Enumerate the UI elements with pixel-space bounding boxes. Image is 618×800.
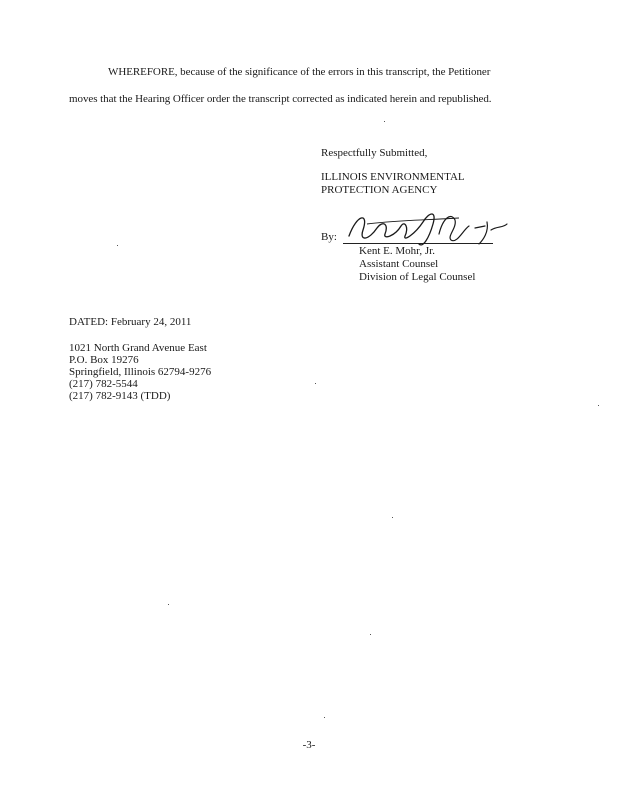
scan-speck	[324, 717, 325, 718]
address-line-1: 1021 North Grand Avenue East	[69, 342, 207, 354]
scan-speck	[384, 121, 385, 122]
handwritten-signature	[339, 206, 514, 250]
scan-speck	[370, 634, 371, 635]
closing-line: Respectfully Submitted,	[321, 147, 428, 159]
address-line-3: Springfield, Illinois 62794-9276	[69, 366, 212, 378]
scan-speck	[598, 405, 599, 406]
phone-line-2: (217) 782-9143 (TDD)	[69, 390, 171, 402]
body-paragraph-1: WHEREFORE, because of the significance of the errors in this transcript, the Petitioner	[108, 66, 491, 78]
scan-speck	[392, 517, 393, 518]
by-label: By:	[321, 231, 337, 243]
phone-line-1: (217) 782-5544	[69, 378, 138, 390]
body-paragraph-2: moves that the Hearing Officer order the transcript corrected as indicated herein and republished.	[69, 93, 492, 105]
address-line-2: P.O. Box 19276	[69, 354, 139, 366]
signer-title: Assistant Counsel	[359, 258, 439, 270]
signer-block	[359, 245, 475, 284]
scan-speck	[315, 383, 316, 384]
scan-speck	[117, 245, 118, 246]
signer-name: Kent E. Mohr, Jr.	[359, 245, 435, 257]
agency-name	[321, 171, 465, 197]
page-number: -3-	[302, 739, 316, 751]
agency-line-1: ILLINOIS ENVIRONMENTAL	[321, 171, 465, 183]
dated-line: DATED: February 24, 2011	[69, 316, 192, 328]
address-block	[69, 342, 211, 402]
scan-speck	[168, 604, 169, 605]
signer-division: Division of Legal Counsel	[359, 271, 476, 283]
agency-line-2: PROTECTION AGENCY	[321, 184, 438, 196]
